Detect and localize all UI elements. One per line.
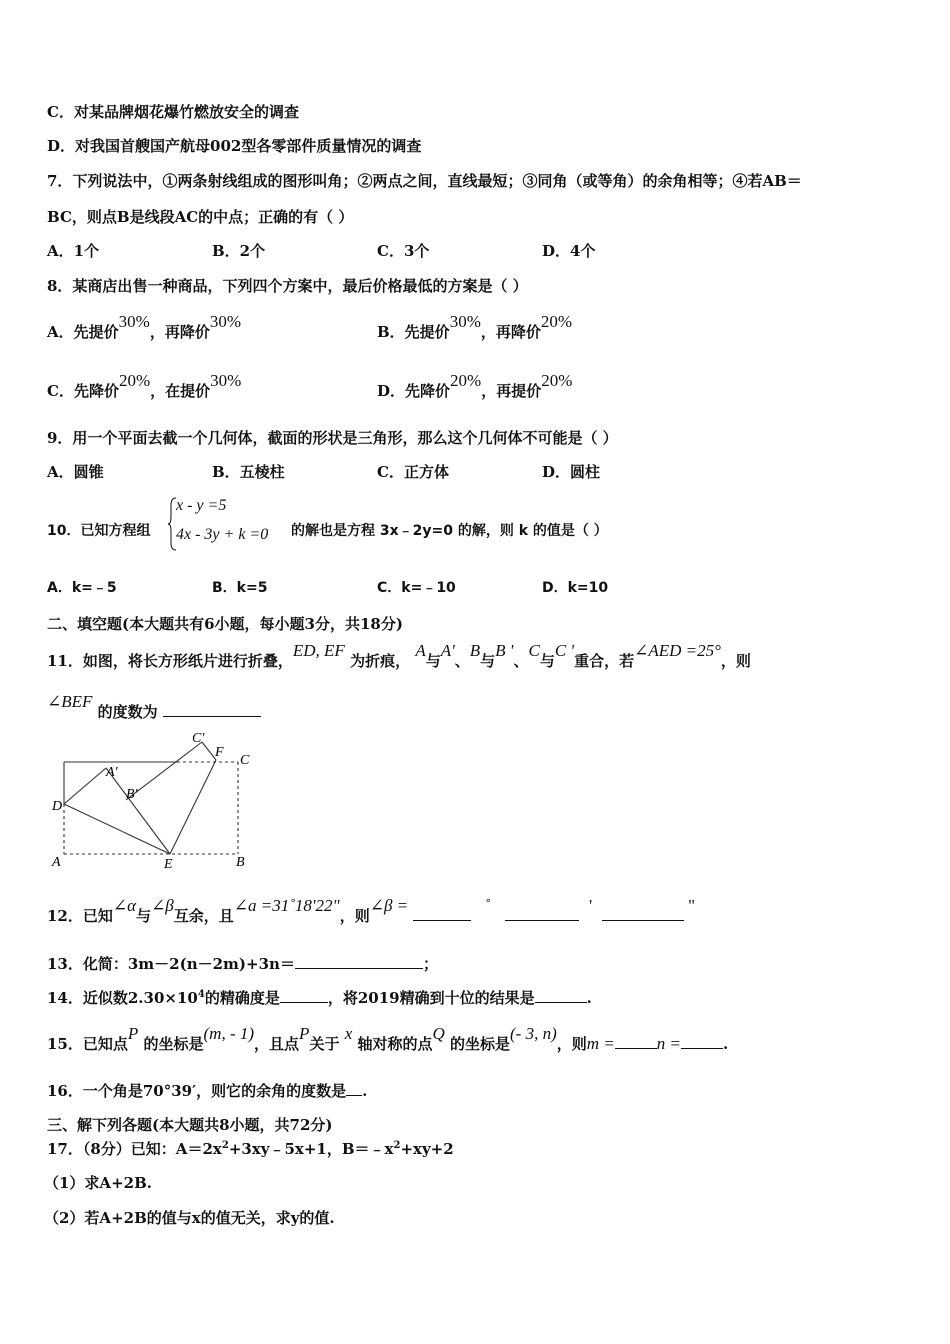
q8c-p1: 20% [118,371,151,390]
q12-unit-sec: " [688,896,696,915]
q7-option-d: D．4个 [542,242,596,260]
q10-option-d: D．k=10 [542,580,609,596]
q8a-pre: A．先提价 [47,323,119,341]
q15-p2: P [299,1024,310,1043]
q12-blank-deg [413,906,471,921]
q17-a: 17．（8分）已知：A＝2x [47,1140,222,1158]
q10-pre: 10．已知方程组 [47,523,151,539]
q12-blank-min [505,906,579,921]
q12-t3: ，则 [339,907,370,925]
q8a-p2: 30% [209,312,241,331]
fig-label-a: A [52,855,61,870]
q11-t4: 与 [480,652,496,670]
q8-option-b [377,312,573,342]
q12-pre: 12．已知 [47,907,113,925]
q7-stem-line1: 7．下列说法中，①两条射线组成的图形叫角；②两点之间，直线最短；③同角（或等角）的余角相等；④若AB＝ [47,172,802,190]
q15-t1: 的坐标是 [143,1035,204,1053]
q11-a2: A' [440,641,455,660]
q8a-p1: 30% [118,312,150,331]
q8-option-a [47,312,241,342]
q15-t5: 的坐标是 [450,1035,511,1053]
q15-p: P [127,1024,139,1043]
q12-unit-min: ' [589,896,593,915]
q8c-pre: C．先降价 [47,382,119,400]
q12-beta-eq: ∠β = [369,896,409,915]
q15-blank-m [615,1034,657,1049]
q11-c: C [528,641,540,660]
q15-q: Q [432,1024,445,1043]
section-2-heading: 二、填空题(本大题共有6小题，每小题3分，共18分) [47,615,403,633]
q15-p-coord: (m, - 1) [203,1024,255,1043]
fig-label-a-prime: A' [106,765,118,780]
fig-label-b: B [236,855,245,870]
q15-pre: 15．已知点 [47,1035,128,1053]
q15-blank-n [681,1034,723,1049]
q9-stem: 9．用一个平面去截一个几何体，截面的形状是三角形，那么这个几何体不可能是（ ） [47,429,618,447]
q11-a: A [415,641,426,660]
q15-t3: 关于 [309,1035,340,1053]
q10-option-b: B．k=5 [212,580,268,596]
q7-option-b: B．2个 [212,242,266,260]
q17-sup1: 2 [221,1140,229,1151]
q14-blank2 [535,988,587,1003]
q16-line [47,1081,367,1101]
q13-blank [295,954,423,969]
q15-line [47,1024,729,1054]
q15-t2: ，且点 [254,1035,300,1053]
q14-a: 14．近似数2.30×10 [47,989,198,1007]
q17-b: +3xy﹣5x+1，B＝﹣x [228,1140,394,1158]
fig-label-c: C [240,753,250,768]
q8b-p1: 30% [449,312,481,331]
q11-b2: B ' [495,641,514,660]
q15-n: n = [656,1034,681,1053]
fig-de [64,804,170,854]
q15-m: m = [586,1034,615,1053]
fig-label-d: D [52,799,63,814]
q15-t4: 轴对称的点 [357,1035,433,1053]
fig-label-b-prime: B' [126,787,138,802]
fig-a-prime-e [106,768,170,854]
q11-line2 [47,692,261,722]
q7-option-a: A．1个 [47,242,100,260]
q8d-mid: ，再提价 [481,382,542,400]
q16-end: . [362,1082,368,1100]
q6-option-c: C．对某品牌烟花爆竹燃放安全的调查 [47,103,299,121]
q14-c: ，将2019精确到十位的结果是 [327,989,535,1007]
q8-option-c [47,371,242,401]
fig-da-prime [64,768,106,804]
q10-eq1: x - y =5 [176,497,227,514]
q8c-mid: ，在提价 [150,382,211,400]
q11-t7: 重合，若 [574,652,635,670]
fig-label-f: F [215,745,224,760]
section-3-heading: 三、解下列各题(本大题共8小题，共72分) [47,1116,333,1134]
q8-option-d [377,371,573,401]
q8c-p2: 30% [210,371,242,390]
q10-eq2: 4x - 3y + k =0 [176,526,269,543]
q8-stem: 8．某商店出售一种商品，下列四个方案中，最后价格最低的方案是（ ） [47,277,528,295]
q11-t6: 与 [539,652,555,670]
q12-line [47,896,696,926]
q11-line2-text: 的度数为 [97,703,158,721]
q17-part1: （1）求A+2B. [44,1174,152,1192]
q12-t2: 互余，且 [173,907,234,925]
q12-blank-sec [602,906,684,921]
fig-label-c-prime: C' [192,731,205,746]
q14-exp: 4 [197,989,205,1000]
q8d-p1: 20% [450,371,482,390]
q8d-pre: D．先降价 [377,382,451,400]
q11-t1: 为折痕， [350,652,411,670]
fig-ef [170,760,216,854]
q10-option-a: A．k=﹣5 [47,580,117,596]
q15-end: . [723,1035,729,1053]
q17-sup2: 2 [393,1140,401,1151]
q15-t6: ，则 [556,1035,587,1053]
q11-t2: 与 [425,652,441,670]
q11-t5: 、 [513,652,529,670]
q16-blank [346,1081,362,1096]
q11-line1 [47,641,751,671]
q7-stem-line2: BC，则点B是线段AC的中点；正确的有（ ） [47,208,354,226]
q12-alpha: ∠α [112,896,137,915]
q17-c: +xy+2 [400,1140,454,1158]
q8d-p2: 20% [541,371,573,390]
q11-t8: ，则 [720,652,751,670]
q14-b: 的精确度是 [204,989,280,1007]
q12-t1: 与 [136,907,152,925]
q13-end: ； [422,955,438,973]
q11-angle-bef: ∠BEF [47,692,93,711]
q12-beta: ∠β [151,896,174,915]
q12-alpha-value: ∠a =31˚18'22" [233,896,340,915]
q8b-pre: B．先提价 [377,323,450,341]
q11-figure [40,728,260,873]
q14-line [47,988,592,1011]
q16-text: 16．一个角是70°39′，则它的余角的度数是 [47,1082,347,1100]
q12-unit-deg: ˚ [485,896,492,915]
q11-answer-blank [163,702,261,717]
q10-option-c: C．k=﹣10 [377,580,456,596]
q9-option-c: C．正方体 [377,463,449,481]
q14-d: . [586,989,592,1007]
q11-t3: 、 [454,652,470,670]
q7-option-c: C．3个 [377,242,430,260]
q11-angle: ∠AED =25° [634,641,721,660]
q10-post: 的解也是方程 3x﹣2y=0 的解，则 k 的值是（ ） [291,523,608,539]
q13-text: 13．化简：3m－2(n－2m)+3n＝ [47,955,295,973]
q9-option-a: A．圆锥 [47,463,104,481]
q8b-p2: 20% [540,312,573,331]
q11-pre: 11．如图，将长方形纸片进行折叠， [47,652,293,670]
q9-option-d: D．圆柱 [542,463,601,481]
q13-line [47,954,438,974]
q6-option-d: D．对我国首艘国产航母002型各零部件质量情况的调查 [47,137,422,155]
q11-c2: C ' [554,641,575,660]
q14-blank1 [280,988,328,1003]
q17-line [47,1139,454,1162]
q15-x: x [344,1024,353,1043]
q8b-mid: ，再降价 [480,323,541,341]
q11-creases: ED, EF [292,641,345,660]
q11-b: B [469,641,481,660]
fig-label-e: E [164,857,173,872]
q8a-mid: ，再降价 [149,323,210,341]
q17-part2: （2）若A+2B的值与x的值无关，求y的值. [44,1209,335,1227]
q9-option-b: B．五棱柱 [212,463,285,481]
q15-q-coord: (- 3, n) [510,1024,557,1043]
